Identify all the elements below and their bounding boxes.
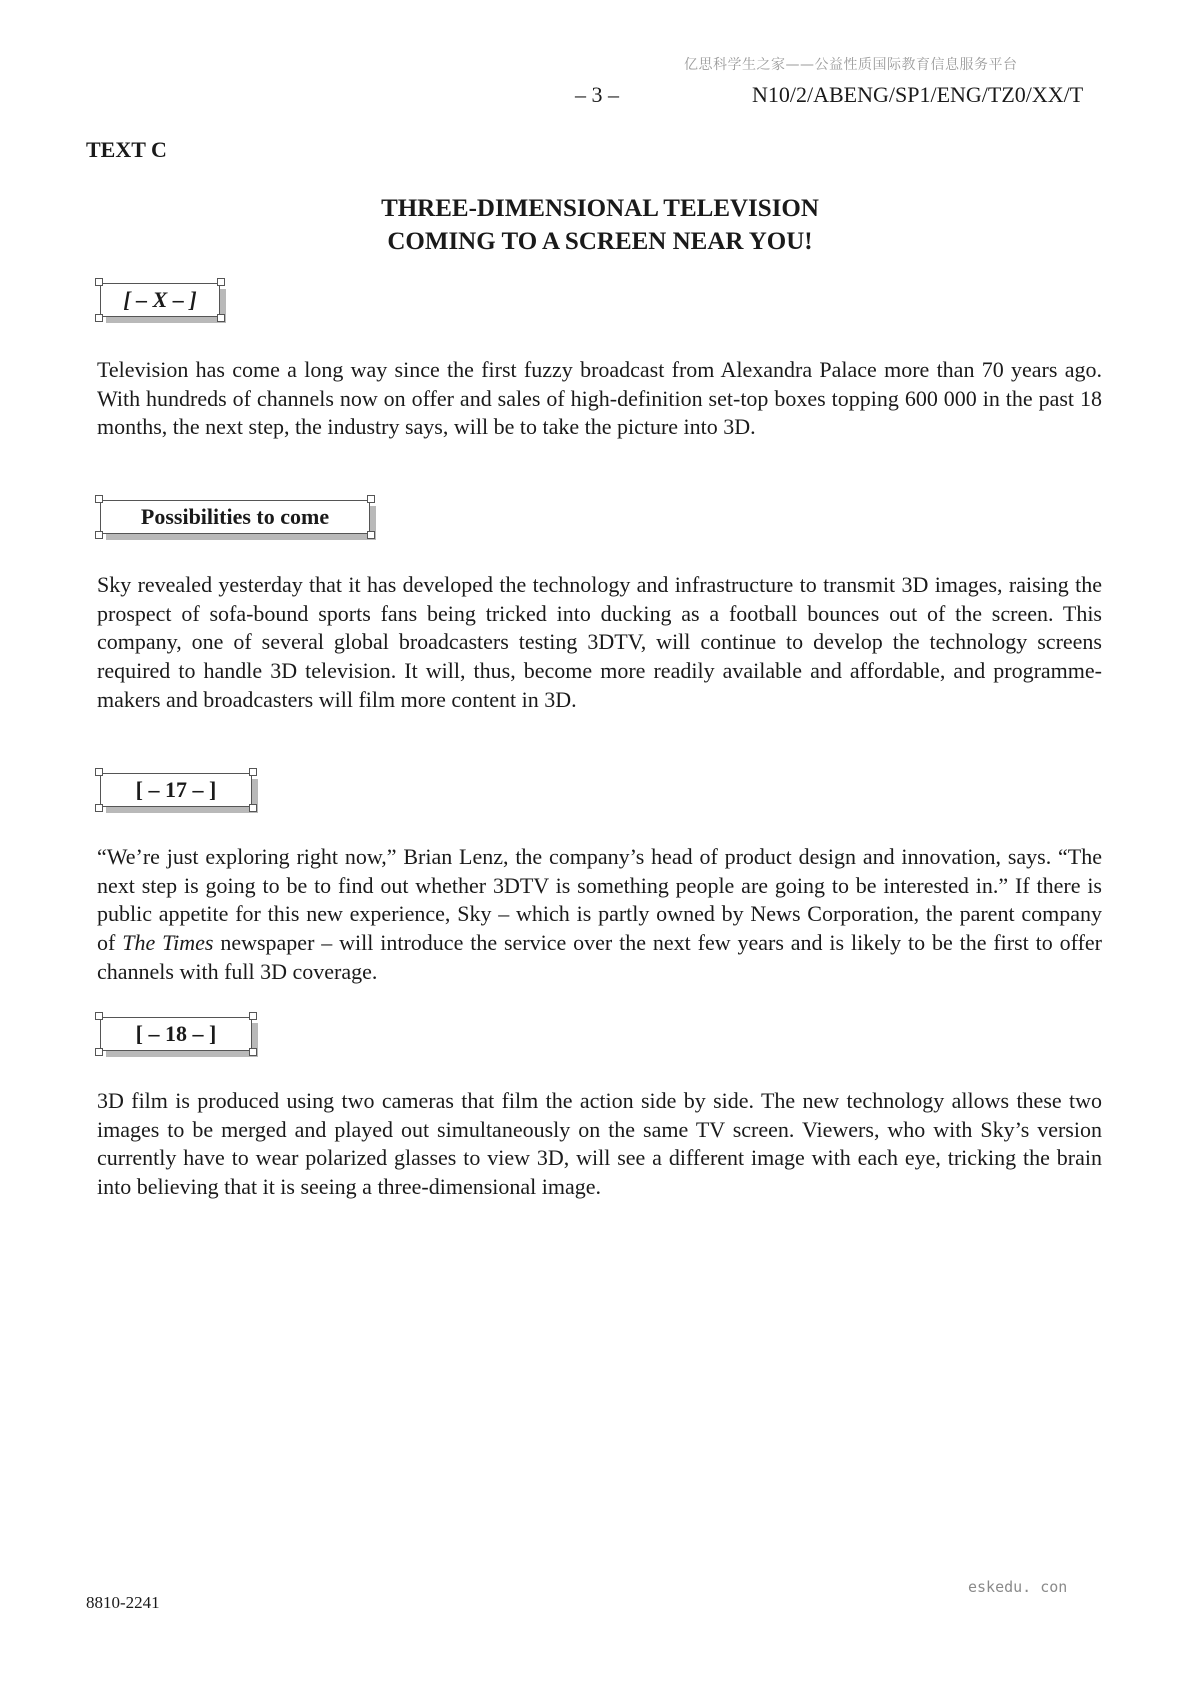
title-line-1: THREE-DIMENSIONAL TELEVISION xyxy=(381,195,819,222)
paragraph-1: Television has come a long way since the first fuzzy broadcast from Alexandra Palace more than 70 years ago. With hundreds of channels now on offer and sales of high-definition set-top boxes topping 600 000 in the past 18 months, the next step, the industry says, will be to take the picture into 3D. xyxy=(97,357,1102,440)
paragraph-3-text-a: “We’re just exploring right now,” Brian Lenz, the company’s head of product design and innovation, says. “The next step is going to be to find out whether 3DTV is something people are going to be interested in.” If there is public appetite for this new experience, Sky – which is partly owned by News Corporation, the parent company of xyxy=(97,844,1102,956)
heading-17-label: [ – 17 – ] xyxy=(135,777,217,802)
paragraph-2: Sky revealed yesterday that it has developed the technology and infrastructure to transmit 3D images, raising the prospect of sofa-bound sports fans being tricked into ducking as a football bounces out of the screen. This company, one of several global broadcasters testing 3DTV, will continue to develop the technology screens required to handle 3D television. It will, thus, become more readily available and affordable, and programme-makers and broadcasters will film more content in 3D. xyxy=(97,572,1102,712)
title-line-2: COMING TO A SCREEN NEAR YOU! xyxy=(387,228,813,255)
heading-possibilities-label: Possibilities to come xyxy=(140,504,330,529)
paragraph-3-text-b: newspaper – will introduce the service over the next few years and is likely to be the first to offer channels with full 3D coverage. xyxy=(97,930,1102,984)
paragraph-4: 3D film is produced using two cameras that film the action side by side. The new technology allows these two images to be merged and played out simultaneously on the same TV screen. Viewers, who with Sky’s version currently have to wear polarized glasses to view 3D, will see a different image with each eye, tricking the brain into believing that it is seeing a three-dimensional image. xyxy=(97,1088,1102,1200)
page-number: – 3 – xyxy=(575,82,619,107)
heading-box-18 xyxy=(100,1017,252,1051)
footer-site: eskedu. con xyxy=(968,1578,1068,1596)
heading-18-label: [ – 18 – ] xyxy=(135,1021,217,1046)
heading-x-label: [ – X – ] xyxy=(123,287,197,312)
footer-code: 8810-2241 xyxy=(86,1593,160,1612)
heading-box-17 xyxy=(100,773,252,807)
section-label: TEXT C xyxy=(86,137,167,162)
heading-box-x xyxy=(100,283,220,317)
paragraph-3 xyxy=(97,843,1102,987)
newspaper-name: The Times xyxy=(122,930,214,956)
heading-box-possibilities xyxy=(100,500,370,534)
paper-code: N10/2/ABENG/SP1/ENG/TZ0/XX/T xyxy=(752,82,1084,107)
watermark-text: 亿思科学生之家——公益性质国际教育信息服务平台 xyxy=(684,57,1018,73)
article-title xyxy=(0,192,1191,258)
